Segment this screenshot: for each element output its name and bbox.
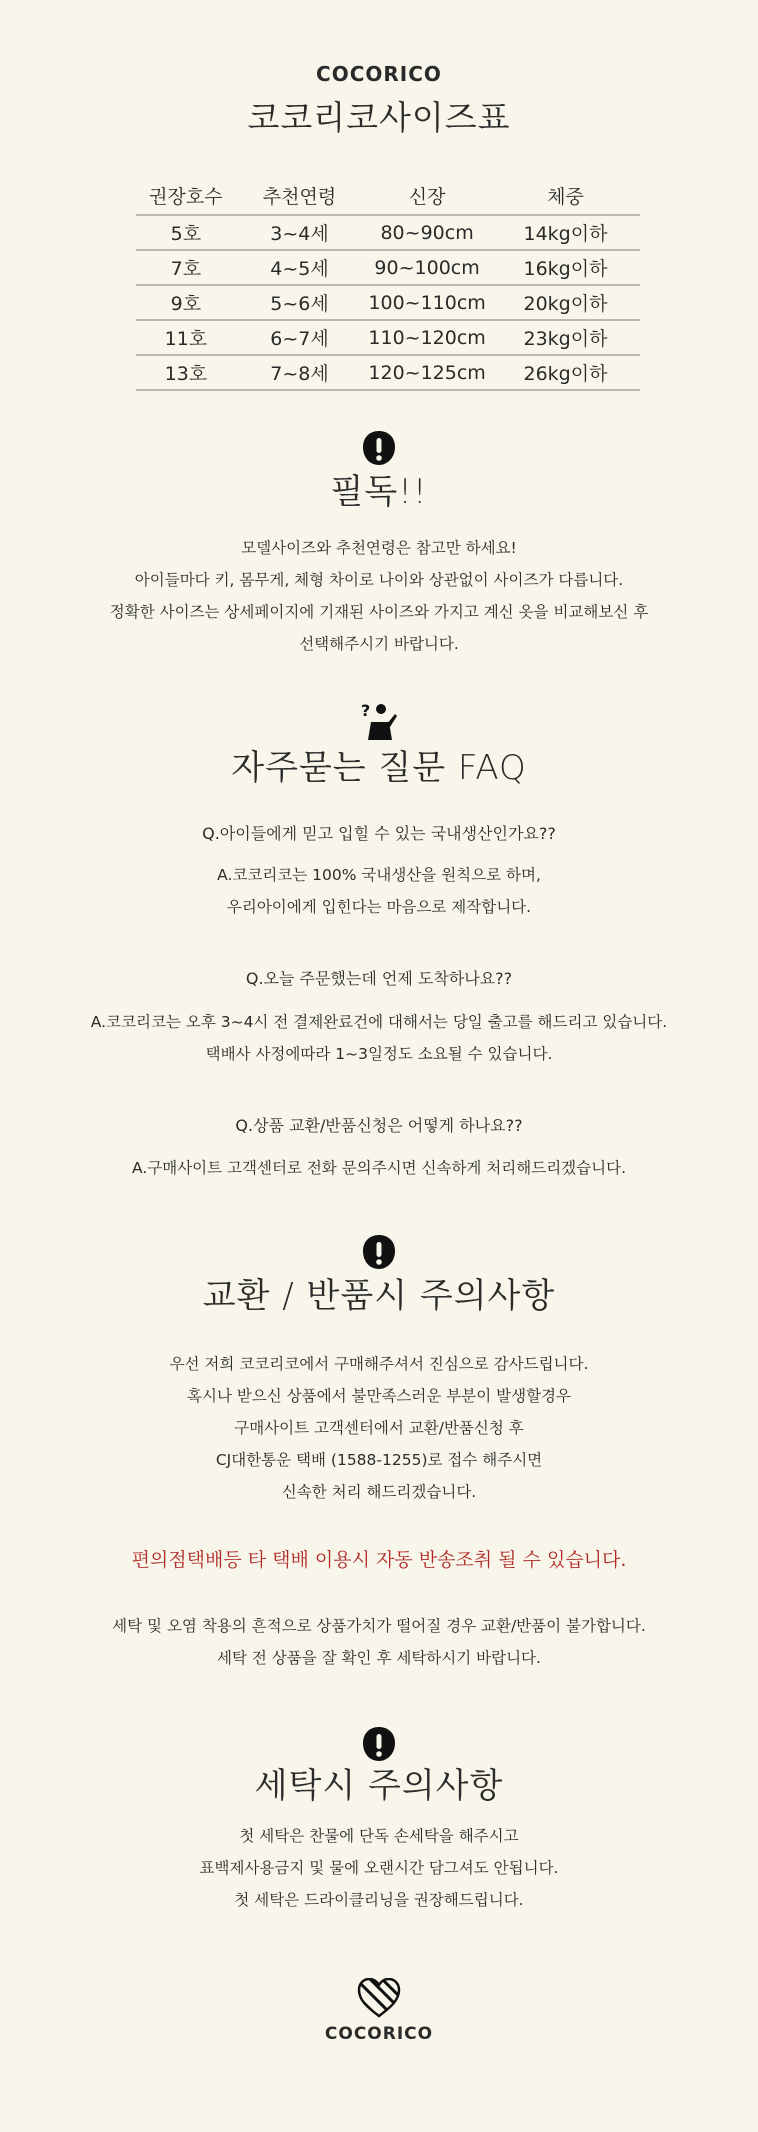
question-person-icon	[359, 700, 399, 740]
must-read-line: 선택해주시기 바랍니다.	[299, 635, 459, 653]
heart-logo-icon	[357, 1978, 401, 2018]
must-read-line: 모델사이즈와 추천연령은 참고만 하세요!	[241, 539, 517, 557]
exchange-title: 교환 / 반품시 주의사항	[202, 1276, 556, 1316]
exclamation-icon	[359, 428, 399, 468]
washing-line: 첫 세탁은 드라이클리닝을 권장해드립니다.	[234, 1891, 524, 1909]
washing-line: 첫 세탁은 찬물에 단독 손세탁을 해주시고	[239, 1827, 519, 1845]
faq-question: Q.상품 교환/반품신청은 어떻게 하나요??	[235, 1116, 523, 1135]
table-cell: 11호	[136, 320, 236, 355]
washing-line: 표백제사용금지 및 물에 오랜시간 담그셔도 안됩니다.	[199, 1859, 559, 1877]
table-cell: 14kg이하	[491, 215, 640, 250]
table-cell: 16kg이하	[491, 250, 640, 285]
header-cell: 신장	[408, 185, 446, 208]
table-row	[136, 215, 640, 250]
table-cell: 80~90cm	[363, 215, 491, 250]
faq-title: 자주묻는 질문 FAQ	[231, 748, 527, 788]
must-read-line: 정확한 사이즈는 상세페이지에 기재된 사이즈와 가지고 계신 옷을 비교해보신 후	[109, 603, 649, 621]
faq-answer: 택배사 사정에따라 1~3일정도 소요될 수 있습니다.	[205, 1045, 553, 1063]
exchange-note: 세탁 전 상품을 잘 확인 후 세탁하시기 바랍니다.	[217, 1649, 541, 1667]
table-cell: 5~6세	[236, 285, 363, 320]
table-cell: 4~5세	[236, 250, 363, 285]
table-cell: 90~100cm	[363, 250, 491, 285]
table-cell: 13호	[136, 355, 236, 390]
table-cell: 120~125cm	[363, 355, 491, 390]
faq-answer: A.구매사이트 고객센터로 전화 문의주시면 신속하게 처리해드리겠습니다.	[131, 1159, 626, 1177]
svg-text:?: ?	[361, 701, 371, 720]
exchange-line: 우선 저희 코코리코에서 구매해주셔서 진심으로 감사드립니다.	[169, 1355, 589, 1373]
size-table-header-row	[136, 176, 640, 215]
table-row	[136, 285, 640, 320]
faq-answer: A.코코리코는 100% 국내생산을 원칙으로 하며,	[217, 866, 541, 884]
table-row	[136, 320, 640, 355]
size-table	[136, 176, 640, 391]
table-cell: 7~8세	[236, 355, 363, 390]
header-cell: 권장호수	[149, 185, 223, 208]
exchange-line: 구매사이트 고객센터에서 교환/반품신청 후	[234, 1419, 524, 1437]
faq-answer: A.코코리코는 오후 3~4시 전 결제완료건에 대해서는 당일 출고를 해드리고 있습니다.	[90, 1013, 668, 1031]
table-cell: 6~7세	[236, 320, 363, 355]
washing-title: 세탁시 주의사항	[254, 1766, 504, 1806]
header-cell: 체중	[547, 185, 584, 208]
table-cell: 23kg이하	[491, 320, 640, 355]
table-cell: 20kg이하	[491, 285, 640, 320]
table-cell: 26kg이하	[491, 355, 640, 390]
delivery-warning: 편의점택배등 타 택배 이용시 자동 반송조취 될 수 있습니다.	[131, 1549, 627, 1571]
exchange-note: 세탁 및 오염 착용의 흔적으로 상품가치가 떨어질 경우 교환/반품이 불가합니다.	[112, 1617, 646, 1635]
table-row	[136, 250, 640, 285]
faq-answer: 우리아이에게 입힌다는 마음으로 제작합니다.	[226, 898, 532, 916]
faq-question: Q.아이들에게 믿고 입힐 수 있는 국내생산인가요??	[202, 824, 556, 843]
table-cell: 3~4세	[236, 215, 363, 250]
exclamation-icon	[359, 1232, 399, 1272]
must-read-line: 아이들마다 키, 몸무게, 체형 차이로 나이와 상관없이 사이즈가 다릅니다.	[134, 571, 624, 589]
table-cell: 5호	[136, 215, 236, 250]
table-cell: 7호	[136, 250, 236, 285]
header-cell: 추천연령	[262, 185, 337, 208]
size-chart-title: 코코리코사이즈표	[247, 98, 511, 137]
exchange-line: 신속한 처리 해드리겠습니다.	[281, 1483, 477, 1501]
footer-brand-text: COCORICO	[324, 2024, 434, 2044]
exchange-line: CJ대한통운 택배 (1588-1255)로 접수 해주시면	[215, 1451, 543, 1469]
table-cell: 110~120cm	[363, 320, 491, 355]
table-cell: 100~110cm	[363, 285, 491, 320]
brand-logo-text: COCORICO	[316, 62, 442, 86]
table-cell: 9호	[136, 285, 236, 320]
faq-question: Q.오늘 주문했는데 언제 도착하나요??	[245, 969, 513, 988]
must-read-title: 필독!!	[330, 472, 428, 512]
exchange-line: 혹시나 받으신 상품에서 불만족스러운 부분이 발생할경우	[187, 1387, 571, 1405]
table-row	[136, 355, 640, 390]
